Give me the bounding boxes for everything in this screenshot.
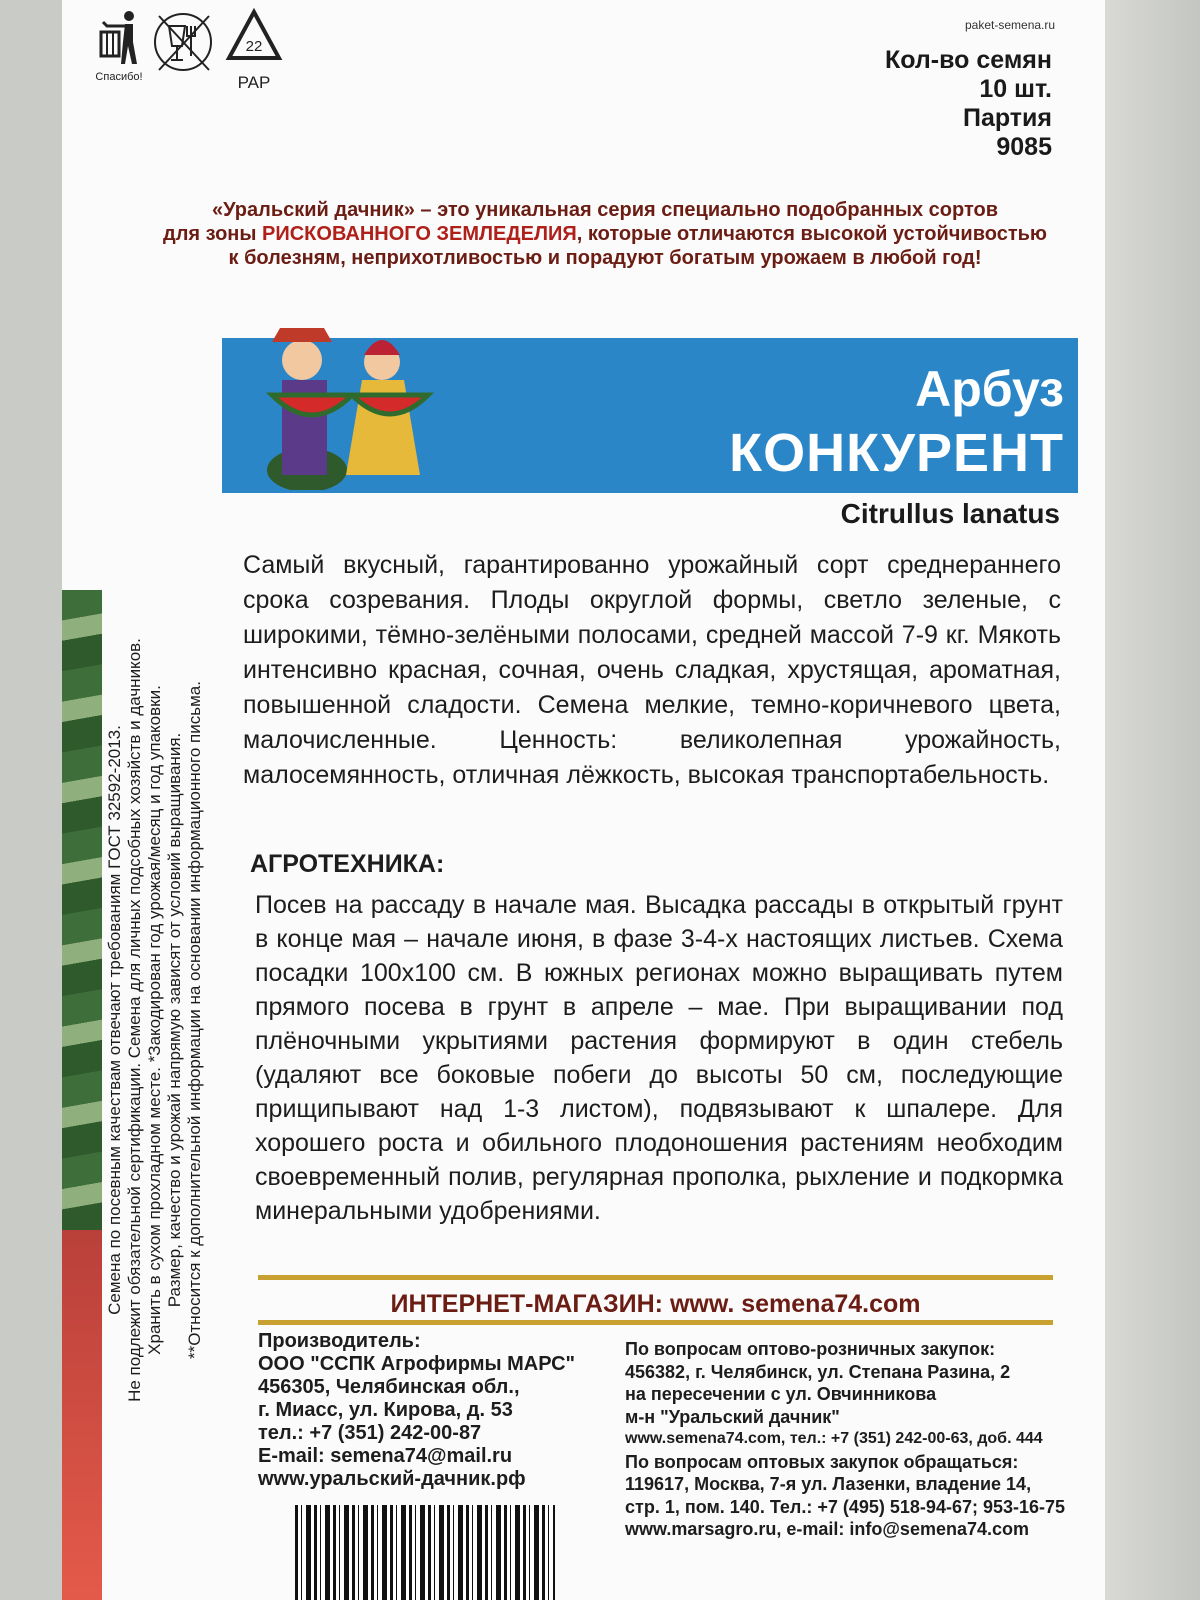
website-mark: paket-semena.ru xyxy=(965,18,1056,32)
product-description: Самый вкусный, гарантированно урожайный сорт среднераннего срока созревания. Плоды округлой формы, светло зеленые, с широкими, тёмно-зелёными полосами, средней массой 7-9 кг. Мякоть интенсивно красная, сочная, очень сладкая, хрустящая, ароматная, повышенной сладости. Семена мелкие, темно-коричневого цвета, малочисленные. Ценность: великолепная урожайность, малосемянность, отличная лёжкость, высокая транспортабельность. xyxy=(243,551,1061,789)
legal-line: Размер, качество и урожай напрямую зависят от условий выращивания. xyxy=(165,732,184,1308)
product-name: КОНКУРЕНТ xyxy=(729,423,1064,483)
product-banner xyxy=(222,338,1078,493)
recycle-material: PAP xyxy=(237,73,271,92)
online-shop-banner: ИНТЕРНЕТ-МАГАЗИН: www. semena74.com xyxy=(258,1275,1053,1325)
latin-name: Citrullus lanatus xyxy=(840,498,1060,529)
legal-notes xyxy=(105,580,205,1460)
contact-line: 119617, Москва, 7-я ул. Лазенки, владение 14, xyxy=(625,1474,1032,1494)
tidyman-icon xyxy=(95,8,143,83)
maker-line: 456305, Челябинская обл., xyxy=(258,1376,520,1398)
contact-line: www.marsagro.ru, e-mail: info@semena74.com xyxy=(625,1519,1030,1539)
legal-line: **Относится к дополнительной информации на основании информационного письма. xyxy=(185,681,204,1359)
contact-line: стр. 1, пом. 140. Тел.: +7 (495) 518-94-67; 953-16-75 xyxy=(625,1496,1066,1517)
series-text: , которые отличаются высокой устойчивостью xyxy=(576,223,1047,245)
maker-line: тел.: +7 (351) 242-00-87 xyxy=(258,1422,482,1444)
batch-number: 9085 xyxy=(996,133,1052,161)
wholesale-contacts xyxy=(625,1338,1065,1541)
series-emphasis: РИСКОВАННОГО ЗЕМЛЕДЕЛИЯ xyxy=(262,223,577,245)
agrotechnics-heading: АГРОТЕХНИКА: xyxy=(250,850,445,878)
manufacturer-info xyxy=(258,1330,575,1491)
batch-label: Партия xyxy=(962,104,1052,132)
not-food-safe-icon xyxy=(151,8,215,79)
recycle-icon xyxy=(223,8,285,93)
agrotechnics-text: Посев на рассаду в начале мая. Высадка рассады в открытый грунт в конце мая – начале июня, в фазе 3-4-х настоящих листьев. Схема посадки 100х100 см. В южных регионах можно выращивать путем прямого посева в грунт в апреле – мае. При выращивании под плёночными укрытиями растения формируют в один стебель (удаляют все боковые побеги до высоты 50 см, последующие прищипывают над 1-3 листом), подвязывают к шпалере. Для хорошего роста и обильного плодоношения растениям необходим своевременный полив, регулярная прополка, рыхление и подкормка минеральными удобрениями. xyxy=(255,891,1063,1225)
maker-line: www.уральский-дачник.рф xyxy=(258,1468,526,1490)
maker-line: г. Миасс, ул. Кирова, д. 53 xyxy=(258,1399,513,1421)
seed-count-label: Кол-во семян xyxy=(884,46,1052,74)
recycle-code: 22 xyxy=(245,38,263,55)
legal-line: Не подлежит обязательной сертификации. Семена для личных подсобных хозяйств и дачников. xyxy=(125,638,144,1402)
legal-line: Хранить в сухом прохладном месте. *Закодирован год урожая/месяц и год упаковки. xyxy=(145,685,164,1355)
contact-line: м-н "Уральский дачник" xyxy=(625,1406,840,1427)
series-line-2 xyxy=(110,222,1100,246)
maker-line: Производитель: xyxy=(258,1330,421,1352)
series-description xyxy=(110,198,1100,270)
background-edge xyxy=(1105,0,1200,1600)
series-line-1: «Уральский дачник» – это уникальная серия специально подобранных сортов xyxy=(211,199,998,221)
contact-line: www.semena74.com, тел.: +7 (351) 242-00-63, доб. 444 xyxy=(625,1430,1043,1447)
series-text: для зоны xyxy=(163,223,263,245)
product-type: Арбуз xyxy=(915,361,1064,417)
barcode xyxy=(295,1505,555,1600)
maker-line: ООО "ССПК Агрофирмы МАРС" xyxy=(258,1353,575,1375)
contact-line: По вопросам оптово-розничных закупок: xyxy=(625,1339,996,1359)
watermelon-flesh-strip xyxy=(62,1230,102,1600)
seed-info xyxy=(885,46,1052,162)
contact-line: По вопросам оптовых закупок обращаться: xyxy=(625,1451,1019,1472)
seed-count: 10 шт. xyxy=(979,75,1052,103)
gardeners-illustration xyxy=(242,320,442,490)
thanks-label: Спасибо! xyxy=(95,71,143,83)
contact-line: на пересечении с ул. Овчинникова xyxy=(625,1384,937,1404)
series-line-3: к болезням, неприхотливостью и порадуют богатым урожаем в любой год! xyxy=(228,247,982,269)
legal-line: Семена по посевным качествам отвечают требованиям ГОСТ 32592-2013. xyxy=(105,725,124,1315)
maker-line: E-mail: semena74@mail.ru xyxy=(258,1445,513,1467)
packaging-icons xyxy=(95,8,285,93)
contact-line: 456382, г. Челябинск, ул. Степана Разина, 2 xyxy=(625,1361,1011,1382)
